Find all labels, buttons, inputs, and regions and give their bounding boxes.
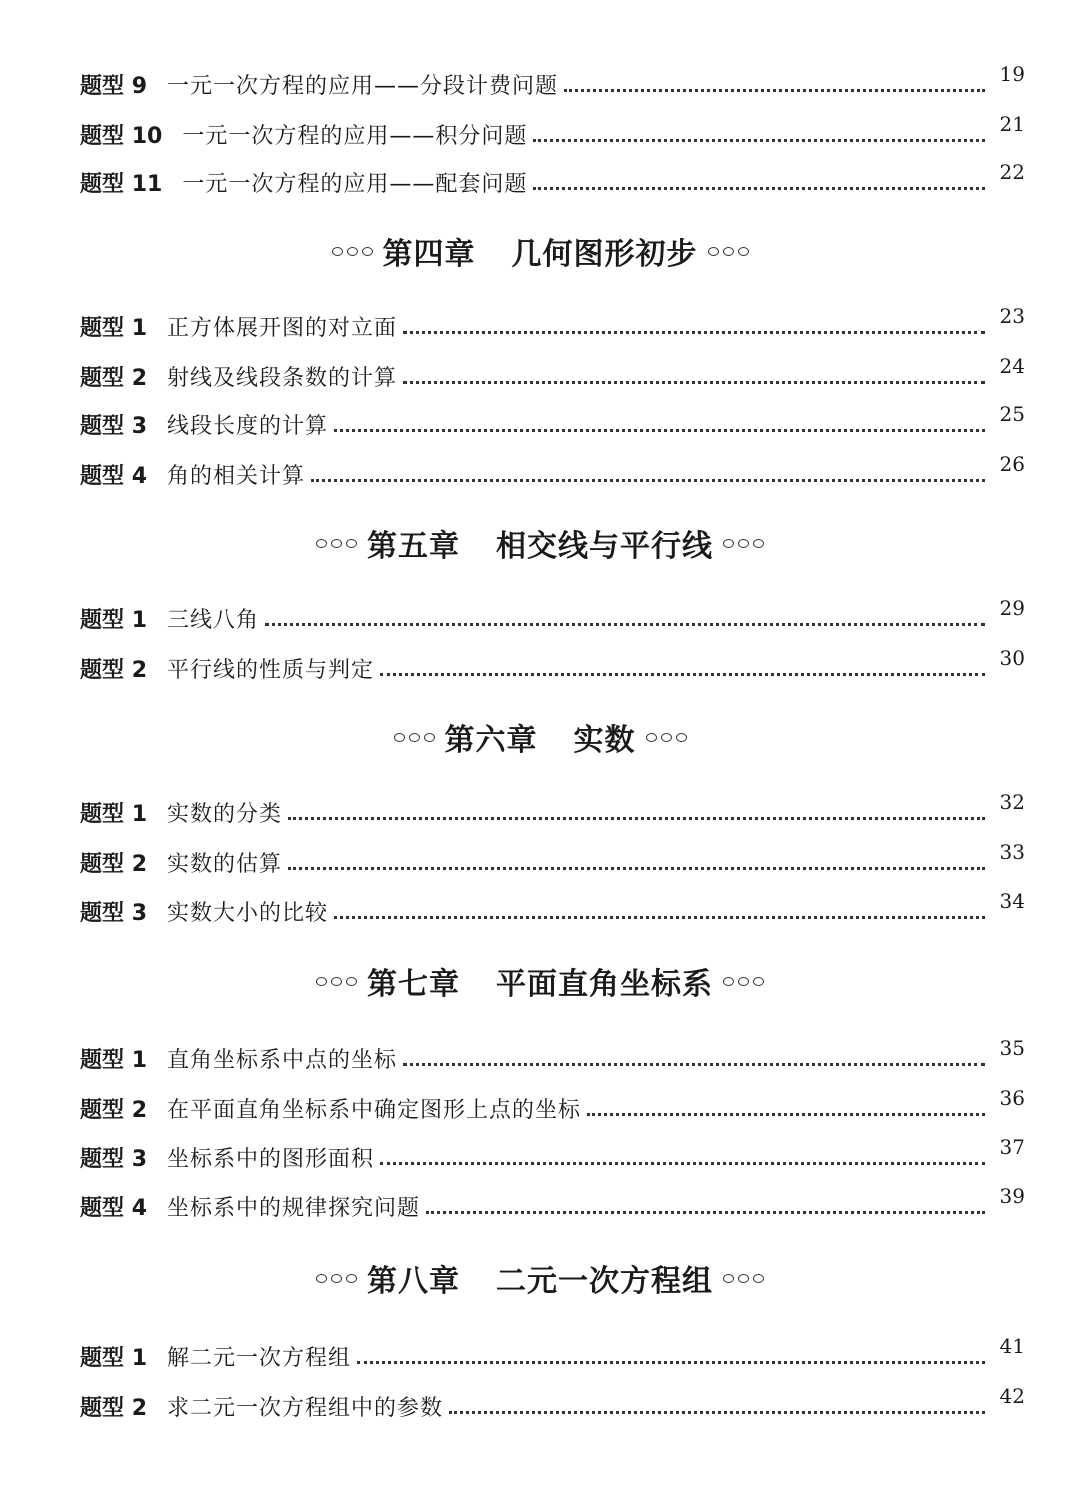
chapter-name: 二元一次方程组 — [496, 1264, 713, 1299]
entry-title: 三线八角 — [167, 608, 260, 633]
chapter-number: 第五章 — [367, 529, 460, 564]
entry-tag: 题型 3 — [80, 414, 147, 439]
dot-leader — [288, 817, 985, 820]
chapter-number: 第八章 — [367, 1264, 460, 1299]
entry-title: 平行线的性质与判定 — [167, 658, 375, 683]
entry-tag: 题型 3 — [80, 1147, 147, 1172]
entry-page: 22 — [999, 160, 1025, 184]
chapter-name: 相交线与平行线 — [496, 529, 713, 564]
entry-title: 角的相关计算 — [167, 464, 306, 489]
chapter-number: 第四章 — [382, 237, 476, 272]
dot-leader — [380, 1162, 985, 1165]
entry-page: 32 — [999, 790, 1025, 814]
entry-title: 求二元一次方程组中的参数 — [167, 1396, 444, 1421]
toc-entry[interactable] — [80, 788, 1025, 828]
entry-title: 一元一次方程的应用——配套问题 — [182, 172, 528, 197]
dot-leader — [426, 1211, 985, 1214]
toc-entry[interactable] — [80, 1084, 1025, 1124]
entry-page: 25 — [999, 402, 1025, 426]
dot-leader — [334, 429, 985, 432]
entry-tag: 题型 2 — [80, 852, 147, 877]
entry-title: 在平面直角坐标系中确定图形上点的坐标 — [167, 1098, 582, 1123]
dot-leader — [533, 139, 985, 142]
entry-title: 一元一次方程的应用——积分问题 — [182, 124, 528, 149]
entry-tag: 题型 2 — [80, 366, 147, 391]
dot-leader — [380, 673, 985, 676]
entry-page: 24 — [999, 354, 1025, 378]
toc-entry[interactable] — [80, 838, 1025, 878]
ornament-icon — [646, 733, 687, 742]
chapter-name: 几何图形初步 — [511, 237, 698, 272]
toc-entry[interactable] — [80, 302, 1025, 342]
entry-tag: 题型 10 — [80, 124, 163, 149]
entry-title: 正方体展开图的对立面 — [167, 316, 398, 341]
entry-tag: 题型 4 — [80, 1196, 147, 1221]
ornament-icon — [723, 539, 764, 548]
entry-title: 坐标系中的规律探究问题 — [167, 1196, 421, 1221]
entry-page: 39 — [999, 1184, 1025, 1208]
entry-page: 30 — [999, 646, 1025, 670]
entry-tag: 题型 3 — [80, 901, 147, 926]
dot-leader — [403, 1063, 985, 1066]
entry-tag: 题型 1 — [80, 316, 147, 341]
entry-page: 26 — [999, 452, 1025, 476]
dot-leader — [403, 381, 985, 384]
chapter-heading — [0, 518, 1080, 568]
dot-leader — [564, 89, 985, 92]
entry-tag: 题型 1 — [80, 608, 147, 633]
ornament-icon — [723, 1274, 764, 1283]
chapter-heading — [0, 956, 1080, 1006]
chapter-heading — [0, 1253, 1080, 1303]
dot-leader — [357, 1361, 985, 1364]
entry-page: 41 — [999, 1334, 1025, 1358]
entry-title: 射线及线段条数的计算 — [167, 366, 398, 391]
entry-tag: 题型 4 — [80, 464, 147, 489]
toc-entry[interactable] — [80, 644, 1025, 684]
dot-leader — [449, 1411, 985, 1414]
entry-title: 一元一次方程的应用——分段计费问题 — [167, 74, 559, 99]
entry-page: 37 — [999, 1135, 1025, 1159]
entry-tag: 题型 9 — [80, 74, 147, 99]
chapter-heading — [0, 712, 1080, 762]
dot-leader — [265, 623, 985, 626]
entry-page: 29 — [999, 596, 1025, 620]
toc-entry[interactable] — [80, 400, 1025, 440]
entry-tag: 题型 2 — [80, 1098, 147, 1123]
toc-entry[interactable] — [80, 1034, 1025, 1074]
ornament-icon — [316, 539, 357, 548]
entry-tag: 题型 2 — [80, 1396, 147, 1421]
chapter-name: 实数 — [573, 723, 636, 758]
entry-title: 实数大小的比较 — [167, 901, 329, 926]
entry-tag: 题型 1 — [80, 802, 147, 827]
toc-entry[interactable] — [80, 158, 1025, 198]
ornament-icon — [316, 1274, 357, 1283]
entry-tag: 题型 1 — [80, 1048, 147, 1073]
entry-title: 实数的分类 — [167, 802, 283, 827]
toc-entry[interactable] — [80, 1382, 1025, 1422]
entry-page: 23 — [999, 304, 1025, 328]
entry-title: 实数的估算 — [167, 852, 283, 877]
entry-title: 解二元一次方程组 — [167, 1346, 352, 1371]
toc-entry[interactable] — [80, 110, 1025, 150]
dot-leader — [403, 331, 985, 334]
ornament-icon — [316, 977, 357, 986]
entry-page: 34 — [999, 889, 1025, 913]
dot-leader — [334, 916, 985, 919]
entry-page: 36 — [999, 1086, 1025, 1110]
entry-tag: 题型 2 — [80, 658, 147, 683]
chapter-name: 平面直角坐标系 — [496, 967, 713, 1002]
entry-page: 19 — [999, 62, 1025, 86]
dot-leader — [533, 187, 985, 190]
entry-page: 42 — [999, 1384, 1025, 1408]
entry-title: 直角坐标系中点的坐标 — [167, 1048, 398, 1073]
toc-entry[interactable] — [80, 594, 1025, 634]
chapter-number: 第六章 — [444, 723, 538, 758]
ornament-icon — [394, 733, 435, 742]
dot-leader — [587, 1113, 985, 1116]
dot-leader — [311, 479, 985, 482]
entry-page: 21 — [999, 112, 1025, 136]
chapter-number: 第七章 — [367, 967, 460, 1002]
entry-tag: 题型 1 — [80, 1346, 147, 1371]
toc-entry[interactable] — [80, 60, 1025, 100]
chapter-heading — [0, 226, 1080, 276]
toc-entry[interactable] — [80, 887, 1025, 927]
toc-entry[interactable] — [80, 1182, 1025, 1222]
ornament-icon — [723, 977, 764, 986]
entry-page: 35 — [999, 1036, 1025, 1060]
entry-title: 线段长度的计算 — [167, 414, 329, 439]
toc-entry[interactable] — [80, 450, 1025, 490]
ornament-icon — [708, 247, 749, 256]
toc-entry[interactable] — [80, 352, 1025, 392]
entry-page: 33 — [999, 840, 1025, 864]
toc-entry[interactable] — [80, 1133, 1025, 1173]
entry-tag: 题型 11 — [80, 172, 163, 197]
entry-title: 坐标系中的图形面积 — [167, 1147, 375, 1172]
ornament-icon — [332, 247, 373, 256]
toc-entry[interactable] — [80, 1332, 1025, 1372]
dot-leader — [288, 867, 985, 870]
